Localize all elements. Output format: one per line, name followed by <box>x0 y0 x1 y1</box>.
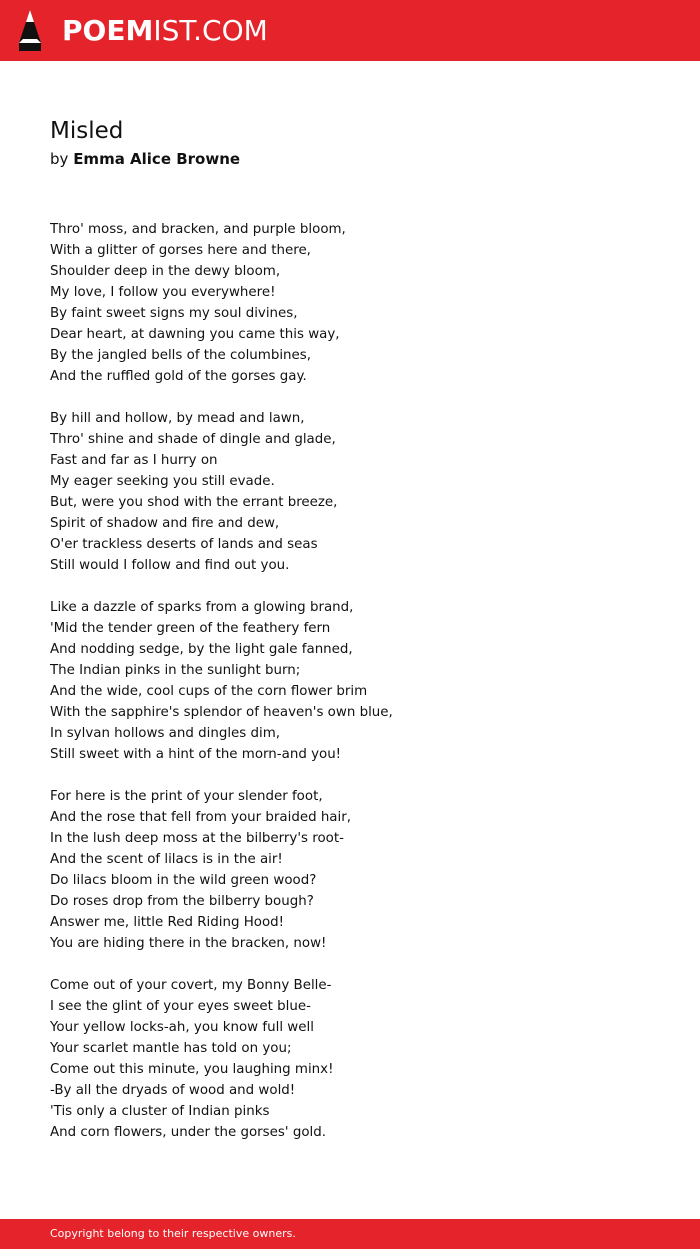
poem-line: By faint sweet signs my soul divines, <box>50 306 298 321</box>
poem-line: Answer me, little Red Riding Hood! <box>50 915 285 930</box>
site-logo[interactable] <box>62 13 268 49</box>
poem-line: Shoulder deep in the dewy bloom, <box>50 264 281 279</box>
poem-line: But, were you shod with the errant breeze, <box>50 495 338 510</box>
poem-line: Dear heart, at dawning you came this way, <box>50 327 340 342</box>
poem-line: And the ruffled gold of the gorses gay. <box>50 369 307 384</box>
pencil-tip-icon[interactable] <box>16 9 44 52</box>
poem-line: I see the glint of your eyes sweet blue- <box>50 999 311 1014</box>
poem-line: My love, I follow you everywhere! <box>50 285 276 300</box>
poem-line: With the sapphire's splendor of heaven's own blue, <box>50 705 393 720</box>
poem-line: You are hiding there in the bracken, now! <box>50 936 327 951</box>
poem-line: And nodding sedge, by the light gale fanned, <box>50 642 353 657</box>
poem-line: -By all the dryads of wood and wold! <box>50 1083 296 1098</box>
poem-stanza <box>50 597 670 765</box>
poem-line: In the lush deep moss at the bilberry's root- <box>50 831 344 846</box>
poem-line: Still would I follow and find out you. <box>50 558 290 573</box>
poem-line: Fast and far as I hurry on <box>50 453 218 468</box>
poem-stanza <box>50 975 670 1143</box>
logo-light-text: IST.COM <box>153 14 268 47</box>
poem-line: Do lilacs bloom in the wild green wood? <box>50 873 317 888</box>
poem-line: And the scent of lilacs is in the air! <box>50 852 283 867</box>
byline-prefix: by <box>50 150 69 168</box>
poem-line: By hill and hollow, by mead and lawn, <box>50 411 305 426</box>
poem-line: My eager seeking you still evade. <box>50 474 275 489</box>
poem-line: Do roses drop from the bilberry bough? <box>50 894 314 909</box>
poem-line: And the rose that fell from your braided hair, <box>50 810 351 825</box>
poem-line: O'er trackless deserts of lands and seas <box>50 537 318 552</box>
poem-line: Come out this minute, you laughing minx! <box>50 1062 334 1077</box>
poem-line: And corn flowers, under the gorses' gold. <box>50 1125 326 1140</box>
poem-line: The Indian pinks in the sunlight burn; <box>50 663 301 678</box>
poem-line: With a glitter of gorses here and there, <box>50 243 311 258</box>
poem-line: Thro' moss, and bracken, and purple bloom, <box>50 222 346 237</box>
poem-line: Still sweet with a hint of the morn-and you! <box>50 747 342 762</box>
poem-line: By the jangled bells of the columbines, <box>50 348 312 363</box>
poem-line: Spirit of shadow and fire and dew, <box>50 516 280 531</box>
poem-line: Your scarlet mantle has told on you; <box>50 1041 292 1056</box>
copyright-text: Copyright belong to their respective owners. <box>50 1227 296 1240</box>
poem-title: Misled <box>50 118 124 144</box>
site-footer <box>0 1219 700 1249</box>
author-name: Emma Alice Browne <box>73 150 241 168</box>
poem-line: And the wide, cool cups of the corn flower brim <box>50 684 368 699</box>
poem-line: 'Mid the tender green of the feathery fern <box>50 621 331 636</box>
poem-line: 'Tis only a cluster of Indian pinks <box>50 1104 270 1119</box>
poem-body <box>50 219 670 1164</box>
poem-line: Your yellow locks-ah, you know full well <box>50 1020 314 1035</box>
poem-stanza <box>50 408 670 576</box>
poem-line: Thro' shine and shade of dingle and glade, <box>50 432 336 447</box>
site-header <box>0 0 700 61</box>
poem-byline <box>50 148 240 170</box>
logo-bold-text: POEM <box>62 14 154 47</box>
poem-line: Come out of your covert, my Bonny Belle- <box>50 978 332 993</box>
poem-line: Like a dazzle of sparks from a glowing brand, <box>50 600 354 615</box>
poem-line: For here is the print of your slender foot, <box>50 789 323 804</box>
poem-line: In sylvan hollows and dingles dim, <box>50 726 281 741</box>
poem-stanza <box>50 786 670 954</box>
poem-stanza <box>50 219 670 387</box>
